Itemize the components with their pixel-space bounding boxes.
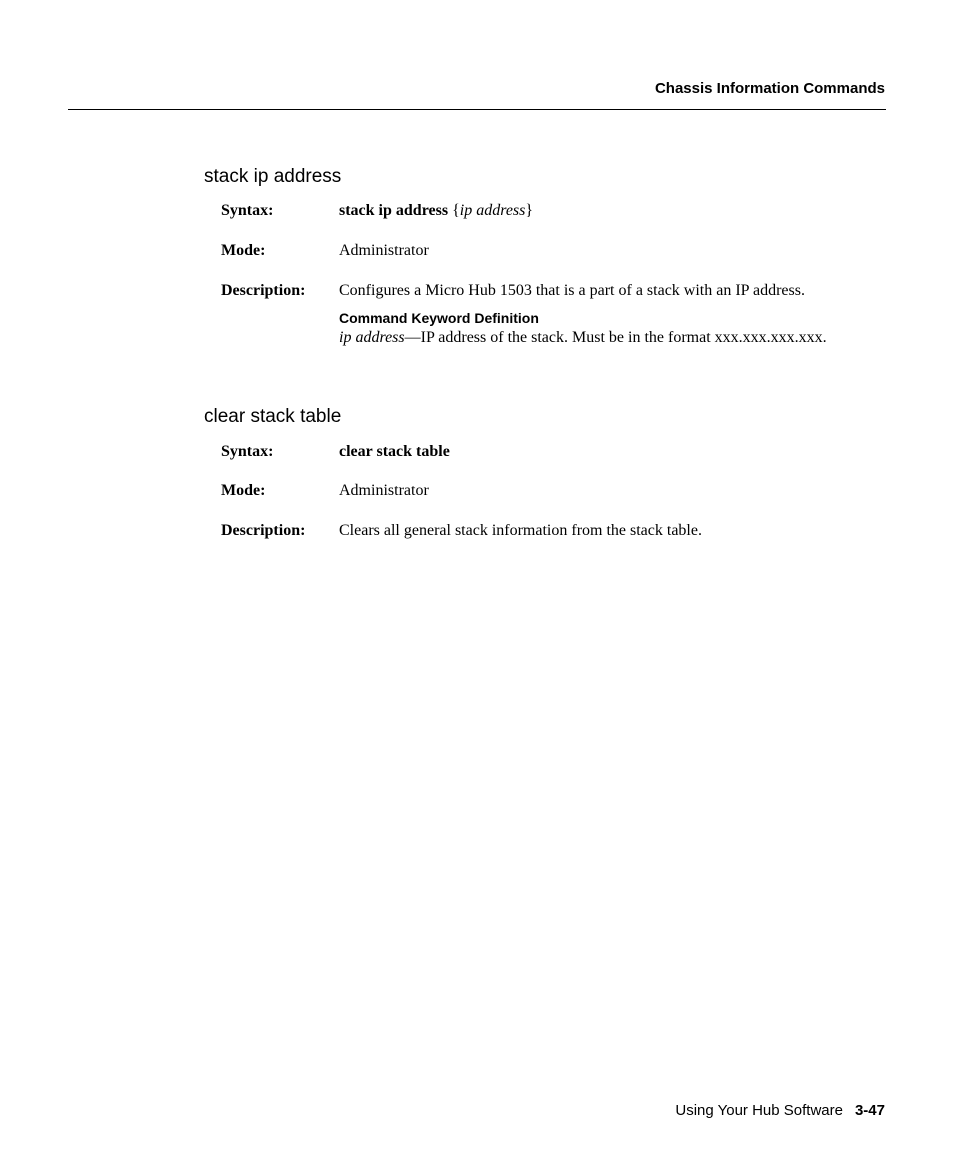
syntax-brace-open: { [448, 202, 460, 219]
keyword-name: ip address [339, 329, 405, 346]
keyword-heading: Command Keyword Definition [339, 310, 539, 326]
syntax-label: Syntax: [221, 443, 274, 460]
page-header-title: Chassis Information Commands [654, 80, 885, 97]
syntax-label: Syntax: [221, 202, 274, 219]
mode-value: Administrator [339, 482, 429, 499]
header-rule [68, 109, 886, 110]
mode-label: Mode: [221, 482, 266, 499]
syntax-value [339, 202, 533, 220]
page-footer [675, 1102, 885, 1119]
footer-page-number: 3-47 [854, 1102, 885, 1119]
syntax-command: stack ip address [339, 202, 449, 219]
description-value: Clears all general stack information from the stack table. [339, 522, 702, 539]
description-label: Description: [221, 282, 306, 299]
keyword-definition-row [339, 329, 827, 347]
syntax-brace-close: } [525, 202, 534, 219]
description-value: Configures a Micro Hub 1503 that is a part of a stack with an IP address. [339, 282, 805, 299]
keyword-definition: —IP address of the stack. Must be in the format xxx.xxx.xxx.xxx. [404, 329, 827, 346]
description-label: Description: [221, 522, 306, 539]
syntax-command: clear stack table [339, 443, 450, 460]
mode-value: Administrator [339, 242, 429, 259]
section-heading: clear stack table [204, 406, 342, 427]
section-heading: stack ip address [204, 166, 342, 187]
mode-label: Mode: [221, 242, 266, 259]
footer-book-title: Using Your Hub Software [675, 1102, 843, 1119]
syntax-param: ip address [459, 202, 526, 219]
